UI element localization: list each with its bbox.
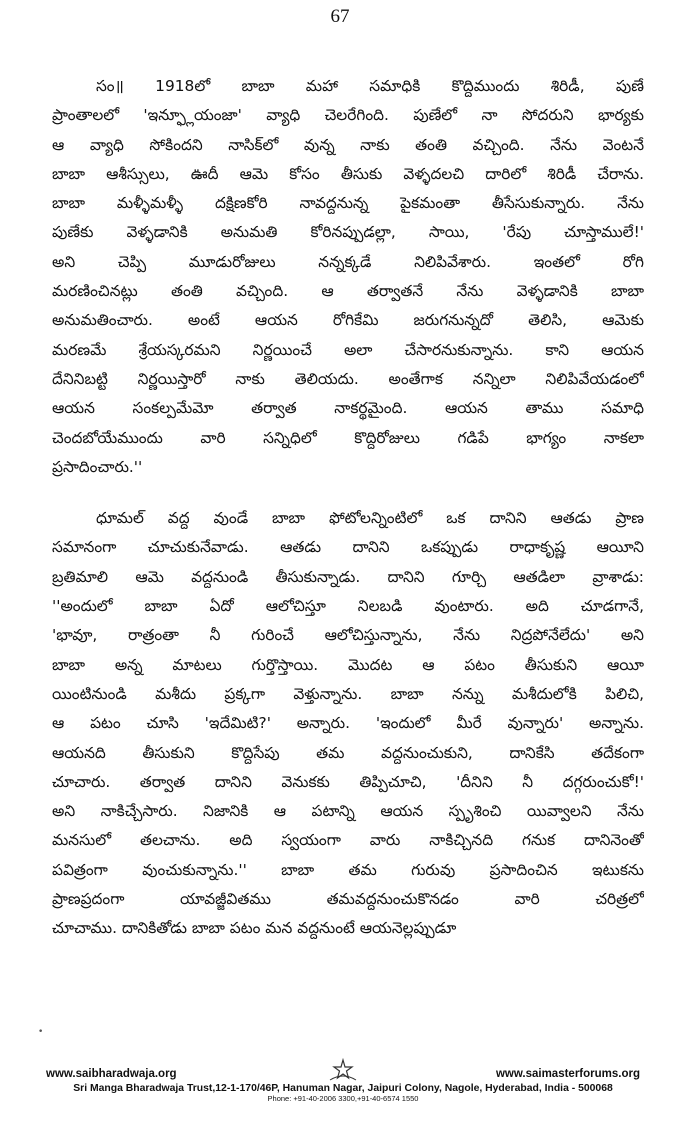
text-line: మరణించినట్లు తంతి వచ్చింది. ఆ తర్వాతనే నేను వెళ్ళడానికి బాబా bbox=[52, 282, 644, 301]
footer-left-link[interactable]: www.saibharadwaja.org bbox=[46, 1068, 177, 1080]
text-line: చూచారు. తర్వాత దానిని వెనుకకు తిప్పిచూచి, 'దీనిని నీ దగ్గరుంచుకో!' bbox=[52, 772, 644, 791]
text-line: చెందబోయేముందు వారి సన్నిధిలో కొద్దిరోజులు గడిపే భాగ్యం నాకలా bbox=[52, 428, 644, 447]
text-line: బ్రతిమాలి ఆమె వద్దనుండి తీసుకున్నాడు. దానిని గూర్చి ఆతడిలా వ్రాశాడు: bbox=[52, 567, 644, 586]
text-line: ఆయన సంకల్పమేమో తర్వాత నాకర్థమైంది. ఆయన తాము సమాధి bbox=[52, 399, 644, 418]
text-line: ఆ వ్యాధి సోకిందని నాసిక్‌లో వున్న నాకు తంతి వచ్చింది. నేను వెంటనే bbox=[52, 135, 644, 154]
text-line: పవిత్రంగా వుంచుకున్నాను.'' బాబా తమ గురువు ప్రసాదించిన ఇటుకను bbox=[52, 860, 644, 879]
text-line: మరణమే శ్రేయస్కరమని నిర్ణయించే అలా చేసారనుకున్నాను. కాని ఆయన bbox=[52, 340, 644, 359]
footer-address: Sri Manga Bharadwaja Trust,12-1-170/46P, Hanuman Nagar, Jaipuri Colony, Nagole, Hyderabad, India - 500068 bbox=[73, 1083, 613, 1094]
text-line: చూచాము. దానికితోడు బాబా పటం మన వద్దనుంటే ఆయనెల్లప్పుడూ bbox=[52, 919, 457, 938]
text-line: అనుమతించారు. అంటే ఆయన రోగికేమి జరుగనున్నదో తెలిసి, ఆమెకు bbox=[52, 311, 644, 330]
text-line: బాబా మళ్ళీమళ్ళీ దక్షిణకోరి నావద్దనున్న పైకమంతా తీసేసుకున్నారు. నేను bbox=[52, 194, 644, 213]
footer-right-link[interactable]: www.saimasterforums.org bbox=[495, 1068, 640, 1080]
text-line: ప్రాణప్రదంగా యావజ్జీవితము తమవద్దనుంచుకొనడం వారి చరిత్రలో bbox=[52, 890, 644, 909]
text-line: బాబా అన్న మాటలు గుర్తొస్తాయి. మొదట ఆ పటం తీసుకుని ఆయీ bbox=[52, 655, 644, 674]
text-line: ప్రసాదించారు.'' bbox=[52, 457, 143, 476]
text-line: పుణేకు వెళ్ళడానికి అనుమతి కోరినప్పుడల్లా, సాయి, 'రేపు చూస్తాములే!' bbox=[52, 223, 644, 242]
text-line: మనసులో తలచాను. అది స్వయంగా వారు నాకిచ్చినది గనుక దానినెంతో bbox=[52, 831, 644, 850]
margin-mark: • bbox=[38, 1027, 44, 1037]
paragraph-2 bbox=[52, 504, 644, 943]
text-line: అని చెప్పి మూడురోజులు నన్నక్కడే నిలిపివేశారు. ఇంతలో రోగి bbox=[52, 252, 644, 271]
text-line: బాబా ఆశీస్సులు, ఊదీ ఆమె కోసం తీసుకు వెళ్ళదలచి దారిలో శిరిడీ చేరాను. bbox=[52, 164, 644, 183]
text-line: ఆయనది తీసుకుని కొద్దిసేపు తమ వద్దనుంచుకుని, దానికేసి తదేకంగా bbox=[52, 743, 644, 762]
paragraph-1 bbox=[52, 72, 644, 482]
text-line: ధూమల్ వద్ద వుండే బాబా ఫోటోలన్నింటిలో ఒక దానిని ఆతడు ప్రాణ bbox=[96, 509, 644, 528]
text-line: 'భావూ, రాత్రంతా నీ గురించే ఆలోచిస్తున్నాను, నేను నిద్రపోనేలేదు' అని bbox=[52, 626, 644, 645]
footer-phone: Phone: +91-40-2006 3300,+91-40-6574 1550 bbox=[267, 1094, 419, 1103]
text-line: ''అందులో బాబా ఏదో ఆలోచిస్తూ నిలబడి వుంటారు. అది చూడగానే, bbox=[52, 597, 644, 616]
text-line: ప్రాంతాలలో 'ఇన్ఫ్లూయంజా' వ్యాధి చెలరేగింది. పుణేలో నా సోదరుని భార్యకు bbox=[52, 106, 644, 125]
text-line: యింటినుండి మశీదు ప్రక్కగా వెళ్తున్నాను. బాబా నన్ను మశీదులోకి పిలిచి, bbox=[52, 684, 644, 703]
text-line: దేనినిబట్టి నిర్ణయిస్తారో నాకు తెలియదు. అంతేగాక నన్నిలా నిలిపివేయడంలో bbox=[52, 369, 644, 388]
document-body bbox=[52, 72, 644, 944]
text-line: సమానంగా చూచుకునేవాడు. ఆతడు దానిని ఒకప్పుడు రాధాకృష్ణ ఆయీని bbox=[52, 538, 644, 557]
trust-emblem-icon bbox=[328, 1058, 358, 1082]
text-line: అని నాకిచ్చేసారు. నిజానికి ఆ పటాన్ని ఆయన స్పృశించి యివ్వాలని నేను bbox=[52, 802, 644, 821]
text-line: ఆ పటం చూసి 'ఇదేమిటి?' అన్నారు. 'ఇందులో మీరే వున్నారు' అన్నాను. bbox=[52, 714, 644, 733]
page-number: 67 bbox=[330, 6, 350, 27]
text-line: సం॥ 1918లో బాబా మహా సమాధికి కొద్దిముందు శిరిడీ, పుణే bbox=[96, 77, 644, 95]
page-footer bbox=[46, 1068, 640, 1103]
